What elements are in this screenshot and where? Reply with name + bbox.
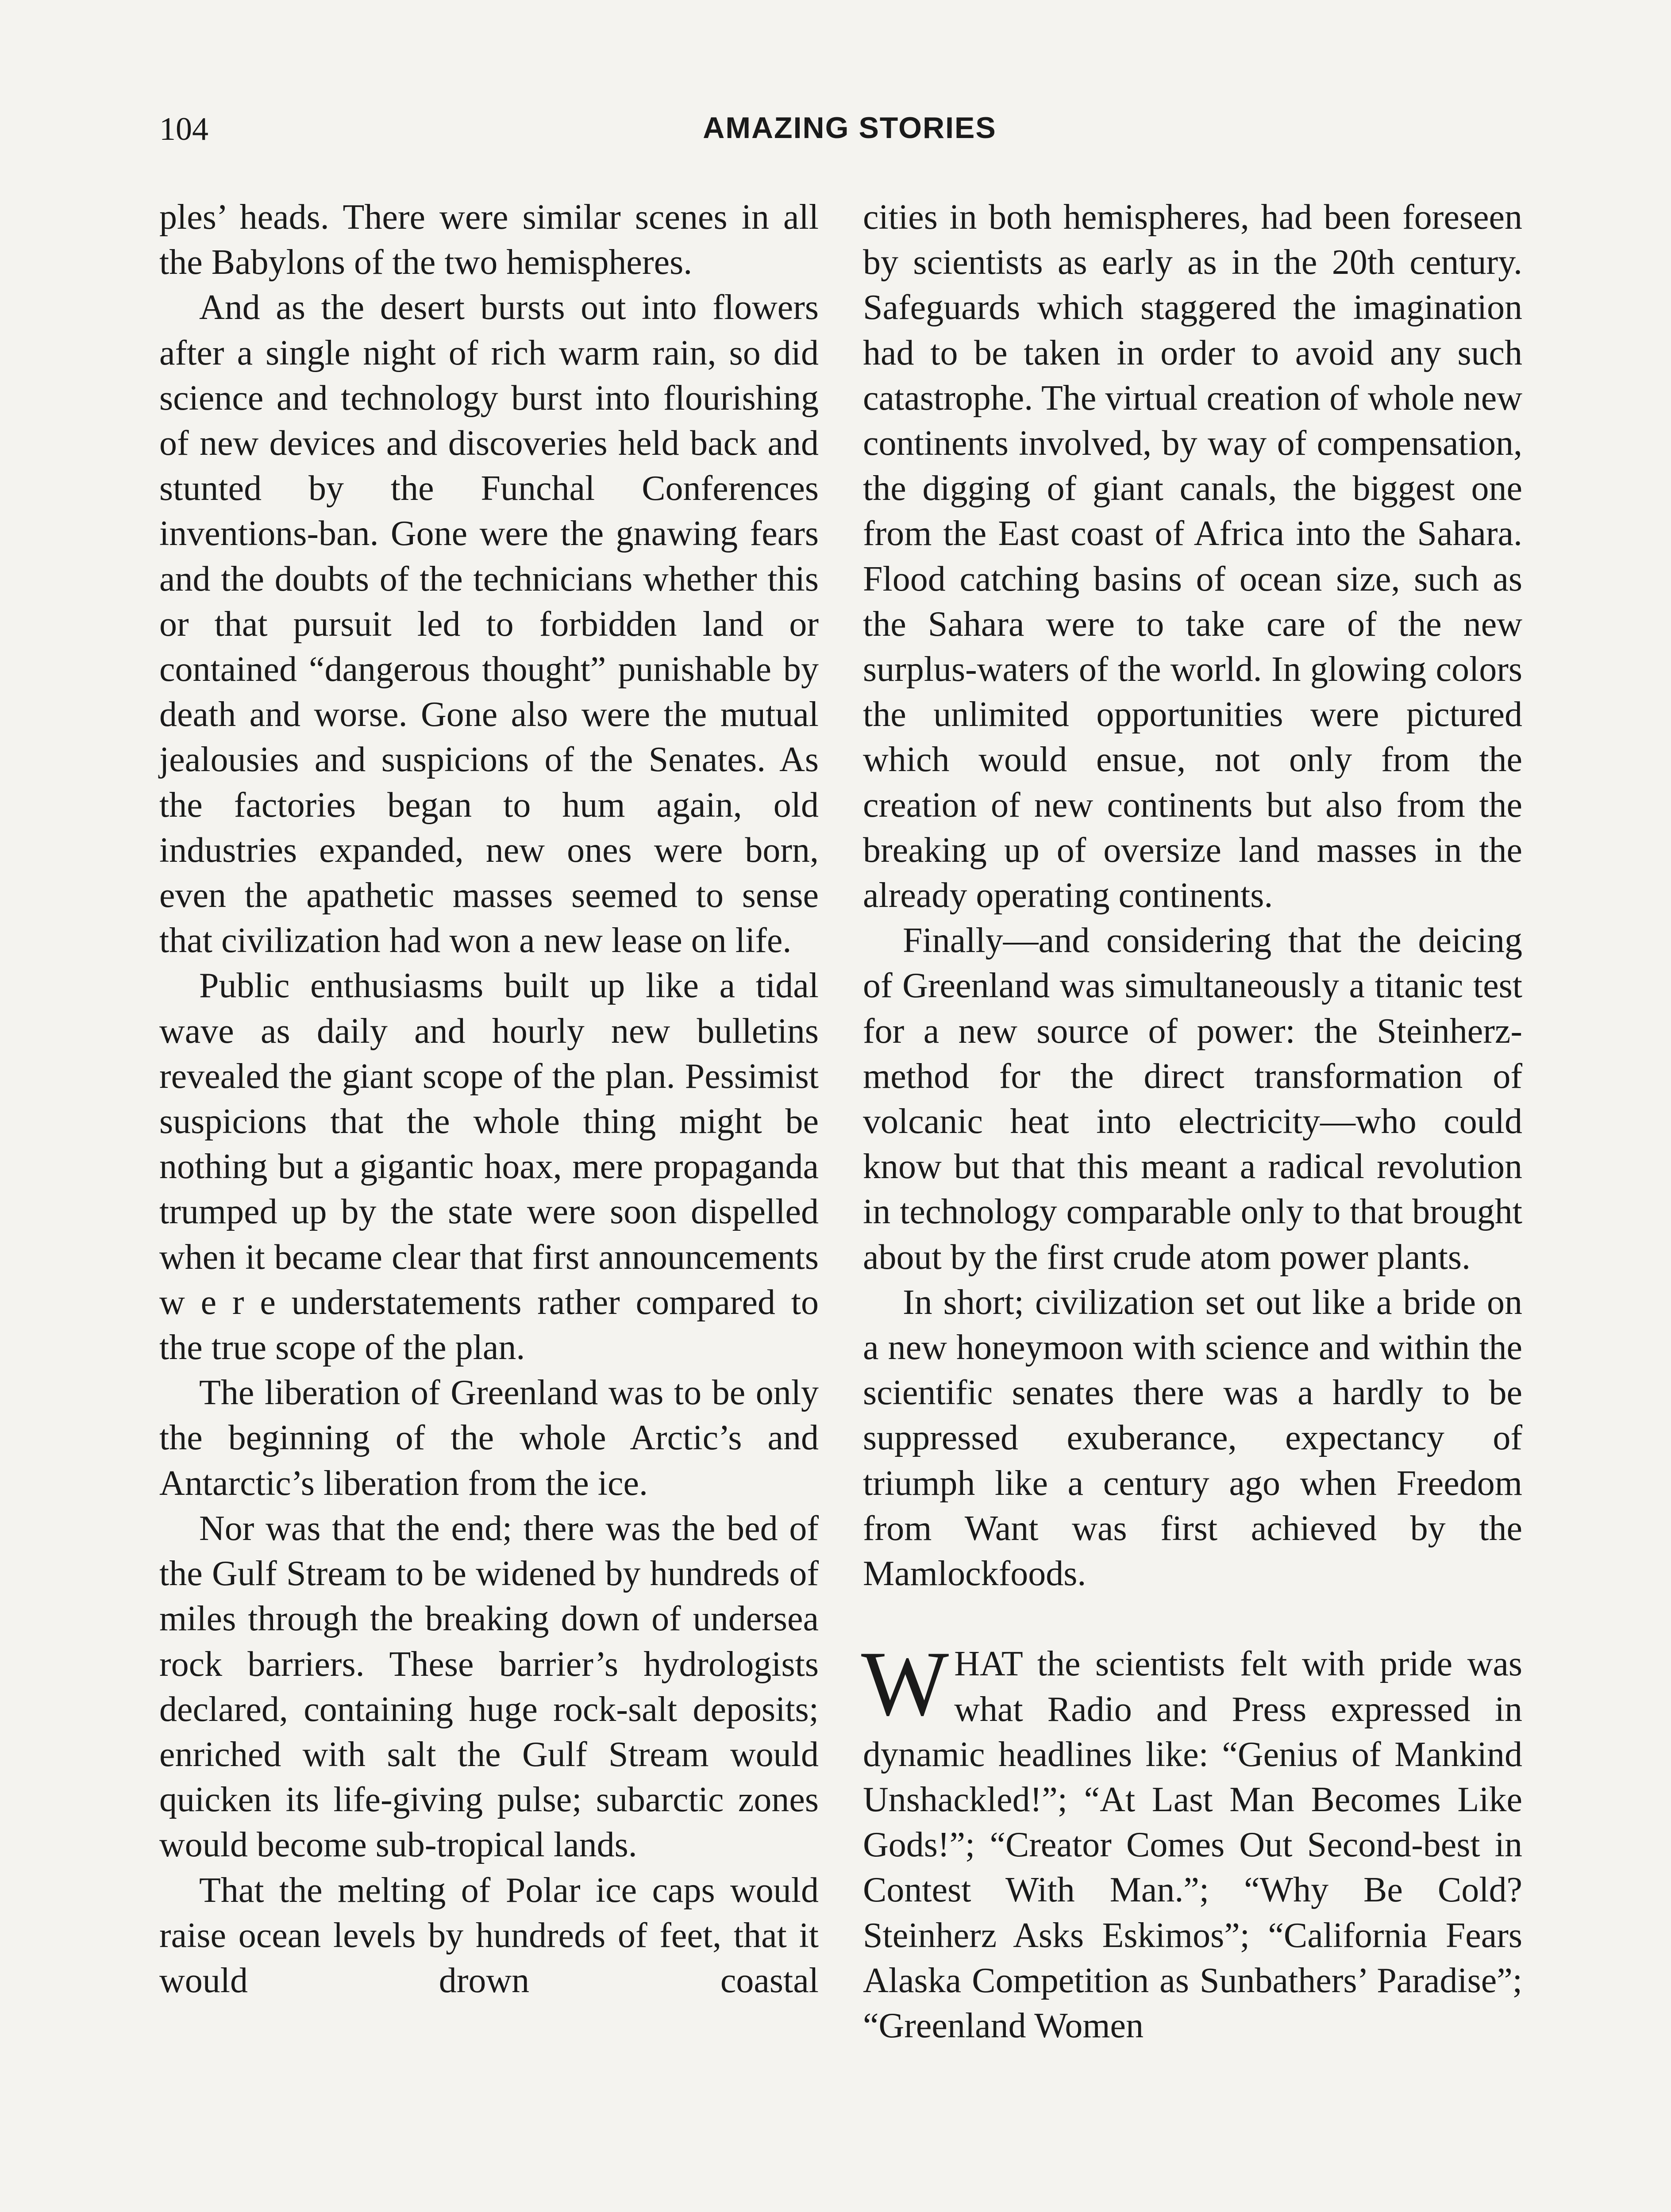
drop-cap: W <box>861 1632 949 1736</box>
running-head: AMAZING STORIES <box>703 111 997 145</box>
paragraph: ples’ heads. There were similar scenes in all the Babylons of the two hemispheres. <box>159 198 819 282</box>
paragraph: In short; civilization set out like a bride on a new honeymoon with science and within the scientific senates there was a hardly to be suppressed exuberance, expectancy of triumph like a century ago when Freedom from Want was first achieved by the Mamlockfoods. <box>863 1283 1522 1594</box>
paragraph: Public enthusiasms built up like a tidal wave as daily and hourly new bulletins revealed the giant scope of the plan. Pessimist suspicions that the whole thing might be nothing but a gigantic hoax, mere propaganda trumped up by the state were soon dispelled when it became clear that first announcements w e r e understatements rather compared to the true scope of the plan. <box>159 966 819 1367</box>
paragraph: Finally—and considering that the deicing of Greenland was simultaneously a titanic test for a new source of power: the Steinherz-method for the direct transformation of volcanic heat into electricity—who could know but that this meant a radical revolution in technology comparable only to that brought about by the first crude atom power plants. <box>863 921 1522 1277</box>
paragraph: That the melting of Polar ice caps would raise ocean levels by hundreds of feet, that it would drown coastal <box>159 1870 819 2000</box>
article-body <box>159 195 1540 2212</box>
right-column <box>863 195 1522 2048</box>
left-column <box>159 195 819 2003</box>
paragraph: And as the desert bursts out into flowers after a single night of rich warm rain, so did science and technology burst into flourishing of new devices and discoveries held back and stunted by the Funchal Conferences inventions-ban. Gone were the gnawing fears and the doubts of the technicians whether this or that pursuit led to forbidden land or contained “dangerous thought” punishable by death and worse. Gone also were the mutual jealousies and suspicions of the Senates. As the factories began to hum again, old industries expanded, new ones were born, even the apathetic masses seemed to sense that civilization had won a new lease on life. <box>159 288 819 960</box>
section-break-space <box>863 1596 1522 1641</box>
paragraph: Nor was that the end; there was the bed of the Gulf Stream to be widened by hundreds of miles through the breaking down of undersea rock barriers. These barrier’s hydrologists declared, containing huge rock-salt deposits; enriched with salt the Gulf Stream would quicken its life-giving pulse; subarctic zones would become sub-tropical lands. <box>159 1509 819 1865</box>
page-number: 104 <box>159 111 208 147</box>
section-opening-paragraph <box>861 1632 1522 2048</box>
paragraph: cities in both hemispheres, had been foreseen by scientists as early as in the 20th century. Safeguards which staggered the imagination had to be taken in order to avoid any such catastrophe. The virtual creation of whole new continents involved, by way of compensation, the digging of giant canals, the biggest one from the East coast of Africa into the Sahara. Flood catching basins of ocean size, such as the Sahara were to take care of the new surplus-waters of the world. In glowing colors the unlimited opportunities were pictured which would ensue, not only from the creation of new continents but also from the breaking up of oversize land masses in the already operating continents. <box>863 198 1522 915</box>
paragraph: The liberation of Greenland was to be only the beginning of the whole Arctic’s and Antarctic’s liberation from the ice. <box>159 1373 819 1503</box>
section-opening-text: HAT the scientists felt with pride was what Radio and Press expressed in dynamic headlines like: “Genius of Mankind Unshackled!”; “At Last Man Becomes Like Gods!”; “Creator Comes Out Second-best in Contest With Man.”; “Why Be Cold? Steinherz Asks Eskimos”; “California Fears Alaska Competition as Sunbathers’ Paradise”; “Greenland Women <box>863 1644 1522 2045</box>
page-header <box>159 111 1540 159</box>
